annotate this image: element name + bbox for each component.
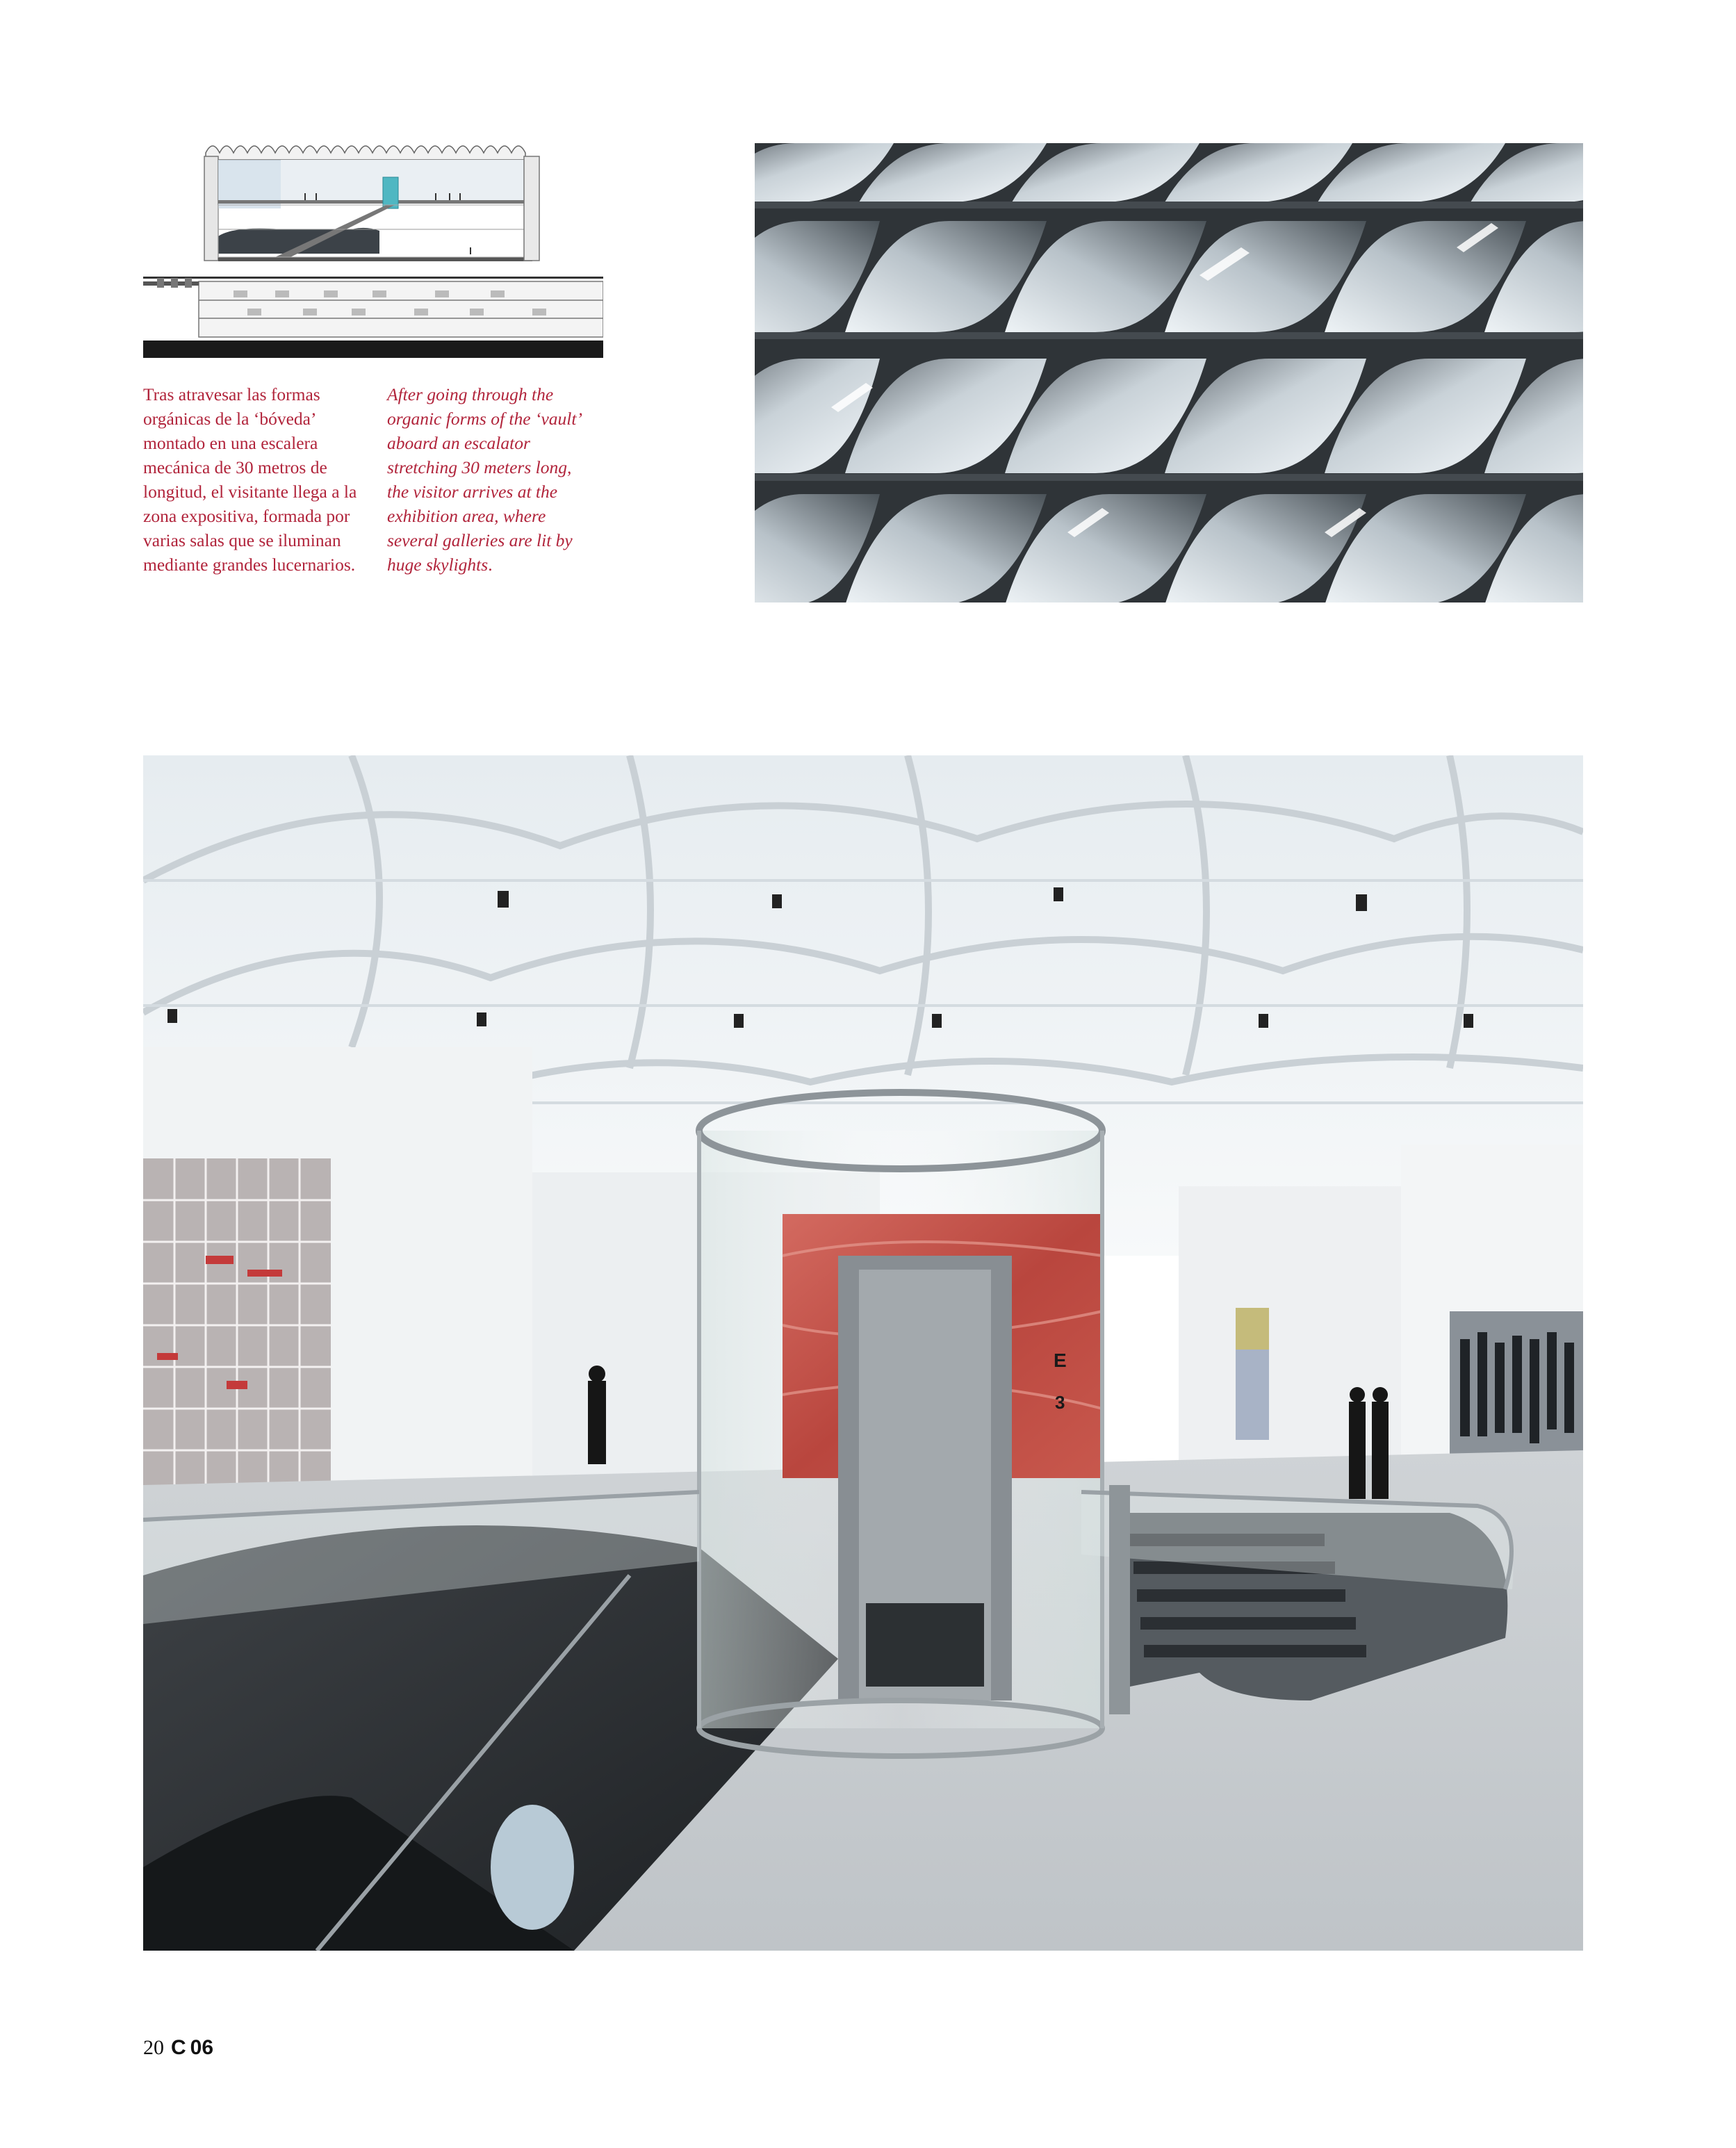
page-folio xyxy=(143,2036,213,2060)
elevator-letter: E xyxy=(1054,1350,1067,1371)
caption-english-end: . xyxy=(488,555,493,575)
gallery-interior-photo xyxy=(143,755,1583,1951)
building-section-drawing xyxy=(143,139,603,358)
floor-number: 3 xyxy=(1055,1392,1065,1413)
caption-english-text: After going through the organic forms of the ‘vault’ aboard an escalator stretching 30 meters long, the visitor arrives at the exhibition area, where several galleries are lit by huge skylights xyxy=(387,384,581,575)
veil-roof xyxy=(206,146,525,160)
ceiling-skylight-photo xyxy=(755,143,1583,602)
issue-number: 06 xyxy=(190,2036,214,2059)
left-wall-artwork xyxy=(143,1158,331,1527)
right-wall-painting xyxy=(1450,1311,1583,1464)
magazine-logo: C xyxy=(171,2036,186,2059)
caption-english xyxy=(387,382,589,577)
caption-spanish: Tras atravesar las formas orgánicas de la ‘bóveda’ montado en una escalera mecánica de 30 metros de longitud, el visitante llega a la zona expositiva, formada por varias salas que se iluminan mediante grandes lucernarios. xyxy=(143,384,357,575)
glass-elevator xyxy=(699,1092,1102,1756)
page-number: 20 xyxy=(143,2036,164,2059)
